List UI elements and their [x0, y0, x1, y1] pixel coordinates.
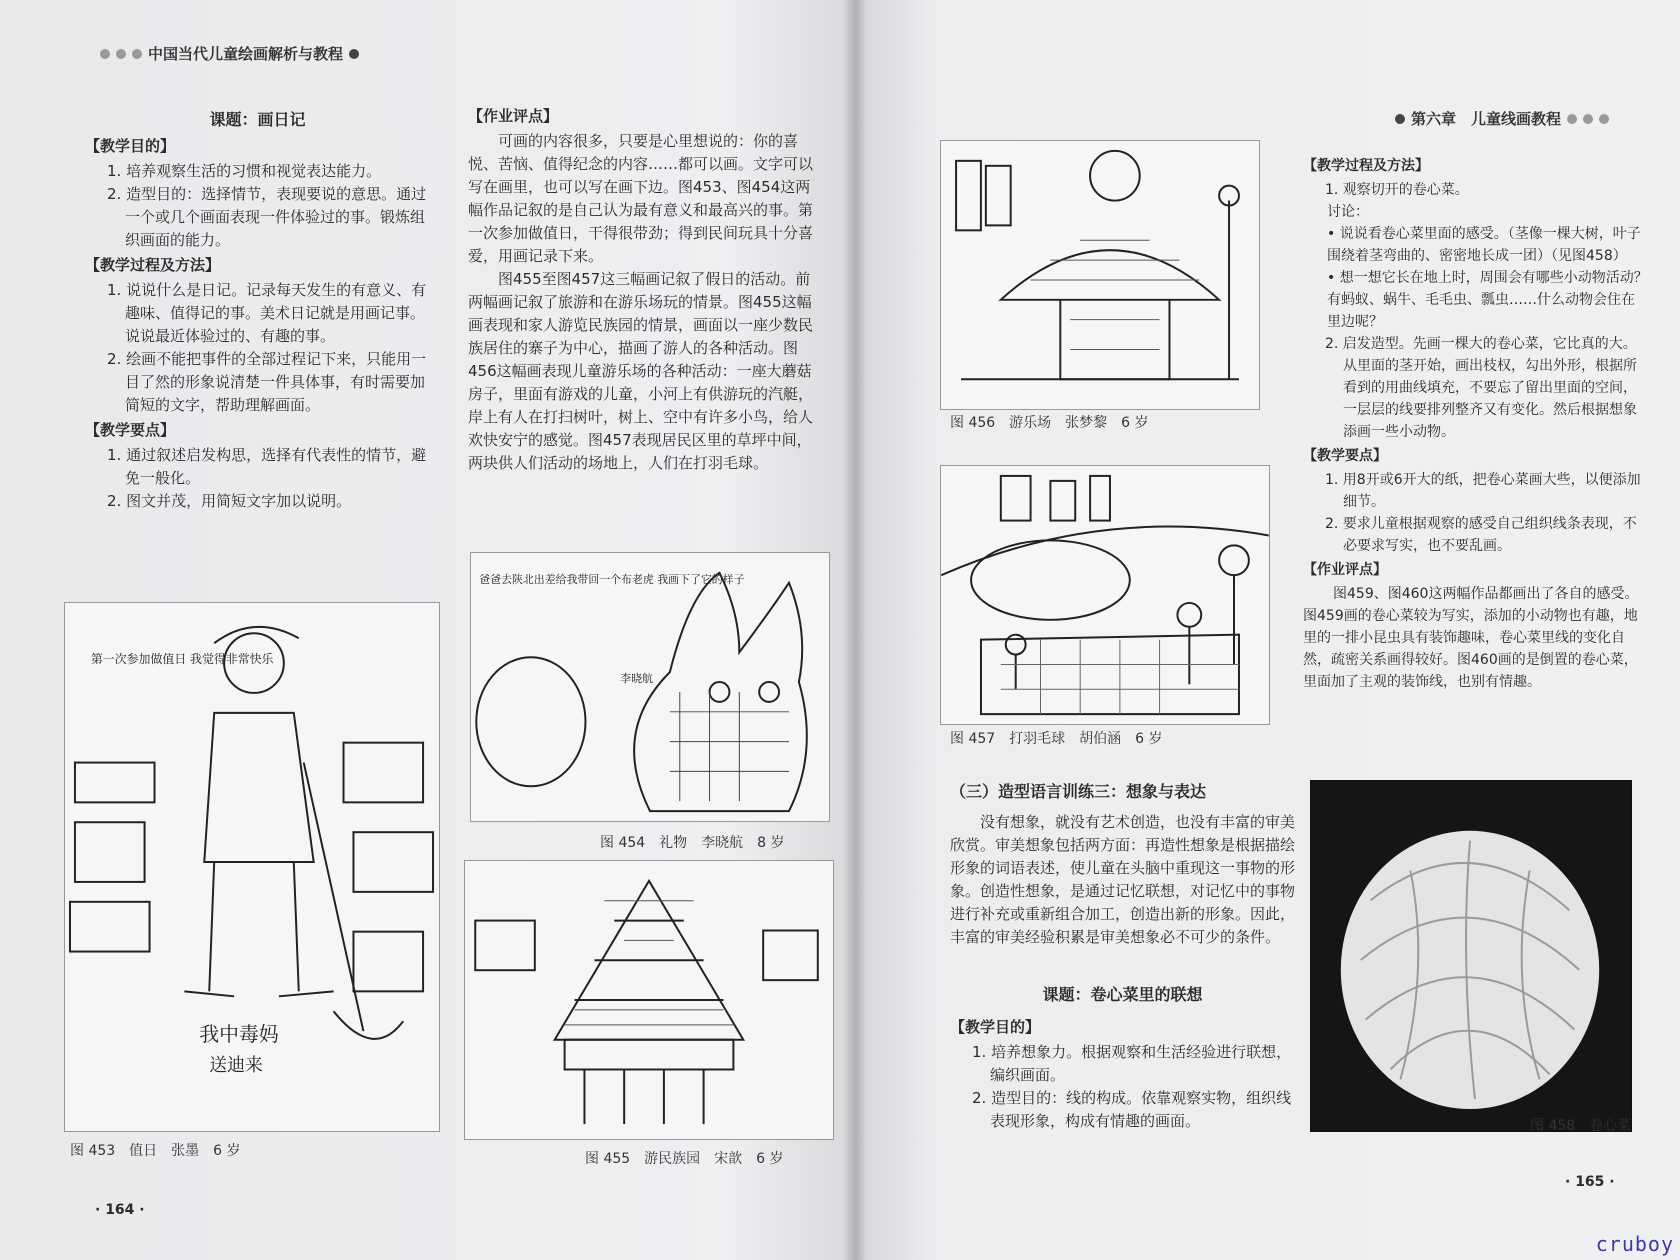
section-heading: 【教学要点】 [85, 421, 176, 439]
section-heading: 【教学过程及方法】 [85, 256, 221, 274]
lesson-title: 课题：画日记 [209, 110, 306, 129]
cabbage-photo [1311, 781, 1631, 1131]
left-running-header [100, 43, 359, 64]
section-heading: 【教学过程及方法】 [1303, 158, 1429, 174]
child-sweeping-drawing [65, 603, 439, 1131]
book-spine-shadow [843, 0, 867, 1260]
list-item: 1. 说说什么是日记。记录每天发生的有意义、有趣味、值得记的事。美术日记就是用画记事。说说最近体验过的、有趣的事。 [107, 281, 427, 345]
handwriting-note: 爸爸去陕北出差给我带回一个布老虎 我画下了它的样子 [479, 572, 745, 586]
right-running-header [1395, 108, 1609, 129]
list-item: 1. 培养观察生活的习惯和视觉表达能力。 [107, 162, 382, 180]
bullet-dot-icon [1599, 114, 1609, 124]
folk-toy-tiger-drawing [471, 553, 829, 821]
figure-caption: 图 454 礼物 李晓航 8 岁 [600, 835, 785, 851]
left-text-column-2 [468, 103, 823, 475]
list-item: 1. 用8开或6开大的纸，把卷心菜画大些，以便添加细节。 [1325, 472, 1641, 510]
page-number: · 165 · [1565, 1174, 1615, 1190]
bullet-dot-icon [100, 49, 110, 59]
watermark-text: cruboy [1595, 1232, 1674, 1256]
figure-454-drawing [470, 552, 830, 822]
section-title: （三）造型语言训练三：想象与表达 [950, 782, 1207, 801]
list-item: 1. 培养想象力。根据观察和生活经验进行联想，编织画面。 [972, 1043, 1292, 1084]
ethnic-park-drawing [465, 861, 833, 1139]
figure-457-drawing [940, 465, 1270, 725]
chapter-title: 第六章 儿童线画教程 [1411, 110, 1562, 128]
right-text-column-2 [1303, 153, 1648, 693]
bullet-item: • 想一想它长在地上时，周围会有哪些小动物活动？有蚂蚁、蜗牛、毛毛虫、瓢虫……什么动物会住在里边呢？ [1327, 270, 1648, 330]
bullet-dot-icon [349, 49, 359, 59]
handwriting-note: 第一次参加做值日 我觉得非常快乐 [90, 652, 274, 667]
figure-456-drawing [940, 140, 1260, 410]
right-text-column-1 [950, 778, 1295, 1133]
paragraph: 图459、图460这两幅作品都画出了各自的感受。图459画的卷心菜较为写实，添加的小动物也有趣，地里的一排小昆虫具有装饰趣味，卷心菜里线的变化自然，疏密关系画得较好。图460画的是倒置的卷心菜，里面加了主观的装饰线，也别有情趣。 [1303, 586, 1639, 690]
playground-drawing [941, 141, 1259, 409]
discussion-label: 讨论： [1327, 204, 1369, 220]
list-item: 2. 造型目的：选择情节，表现要说的意思。通过一个或几个画面表现一件体验过的事。锻炼组织画面的能力。 [107, 185, 427, 249]
bullet-dot-icon [1583, 114, 1593, 124]
figure-caption: 图 457 打羽毛球 胡伯涵 6 岁 [950, 731, 1163, 747]
section-heading: 【教学目的】 [85, 137, 176, 155]
bullet-dot-icon [1567, 114, 1577, 124]
section-heading: 【教学要点】 [1303, 448, 1387, 464]
right-page [855, 0, 1680, 1260]
section-heading: 【作业评点】 [468, 107, 559, 125]
figure-453-drawing [64, 602, 440, 1132]
bullet-item: • 说说看卷心菜里面的感受。（茎像一棵大树，叶子围绕着茎弯曲的、密密地长成一团）（见图458） [1327, 226, 1641, 264]
handwriting-note: 送迪来 [209, 1054, 263, 1076]
figure-caption: 图 453 值日 张墨 6 岁 [70, 1143, 241, 1159]
paragraph: 可画的内容很多，只要是心里想说的：你的喜悦、苦恼、值得纪念的内容……都可以画。文字可以写在画里，也可以写在画下边。图453、图454这两幅作品记叙的是自己认为最有意义和最高兴的事。第一次参加做值日，干得很带劲；得到民间玩具十分喜爱，用画记录下来。 [468, 132, 814, 265]
list-item: 2. 要求儿童根据观察的感受自己组织线条表现，不必要求写实，也不要乱画。 [1325, 516, 1637, 554]
paragraph: 图455至图457这三幅画记叙了假日的活动。前两幅画记叙了旅游和在游乐场玩的情景。图455这幅画表现和家人游览民族园的情景，画面以一座少数民族居住的寨子为中心，描画了游人的各种活动。图456这幅画表现儿童游乐场的各种活动：一座大蘑菇房子，里面有游戏的儿童，小河上有供游玩的汽艇，岸上有人在打扫树叶，树上、空中有许多小鸟，给人欢快安宁的感觉。图457表现居民区里的草坪中间，两块供人们活动的场地上，人们在打羽毛球。 [468, 270, 814, 472]
paragraph: 没有想象，就没有艺术创造，也没有丰富的审美欣赏。审美想象包括两方面：再造性想象是根据描绘形象的词语表述，使儿童在头脑中重现这一事物的形象。创造性想象，是通过记忆联想，对记忆中的事物进行补充或重新组合加工，创造出新的形象。因此，丰富的审美经验积累是审美想象必不可少的条件。 [950, 813, 1296, 946]
book-title: 中国当代儿童绘画解析与教程 [148, 45, 344, 63]
badminton-drawing [941, 466, 1269, 724]
bullet-dot-icon [116, 49, 126, 59]
list-item: 2. 启发造型。先画一棵大的卷心菜，它比真的大。从里面的茎开始，画出枝权，勾出外形，根据所看到的用曲线填充，不要忘了留出里面的空间，一层层的线要排列整齐又有变化。然后根据想象添画一些小动物。 [1325, 336, 1637, 440]
figure-caption: 图 458 卷心菜 [1530, 1118, 1632, 1134]
page-number: · 164 · [95, 1202, 145, 1218]
figure-455-drawing [464, 860, 834, 1140]
list-item: 2. 造型目的：线的构成。依靠观察实物，组织线表现形象，构成有情趣的画面。 [972, 1089, 1292, 1130]
list-item: 1. 通过叙述启发构思，选择有代表性的情节，避免一般化。 [107, 446, 427, 487]
section-heading: 【作业评点】 [1303, 562, 1387, 578]
signature: 李晓航 [620, 672, 653, 686]
bullet-dot-icon [1395, 114, 1405, 124]
bullet-dot-icon [132, 49, 142, 59]
figure-caption: 图 456 游乐场 张梦黎 6 岁 [950, 415, 1149, 431]
lesson-title: 课题：卷心菜里的联想 [1042, 985, 1203, 1004]
list-item: 2. 绘画不能把事件的全部过程记下来，只能用一目了然的形象说清楚一件具体事，有时需要加简短的文字，帮助理解画面。 [107, 350, 427, 414]
handwriting-note: 我中毒妈 [199, 1023, 279, 1047]
section-heading: 【教学目的】 [950, 1018, 1041, 1036]
list-item: 1. 观察切开的卷心菜。 [1325, 182, 1469, 198]
figure-caption: 图 455 游民族园 宋歆 6 岁 [585, 1151, 784, 1167]
list-item: 2. 图文并茂，用简短文字加以说明。 [107, 492, 352, 510]
figure-458-photo [1310, 780, 1632, 1132]
left-text-column-1 [85, 108, 430, 513]
